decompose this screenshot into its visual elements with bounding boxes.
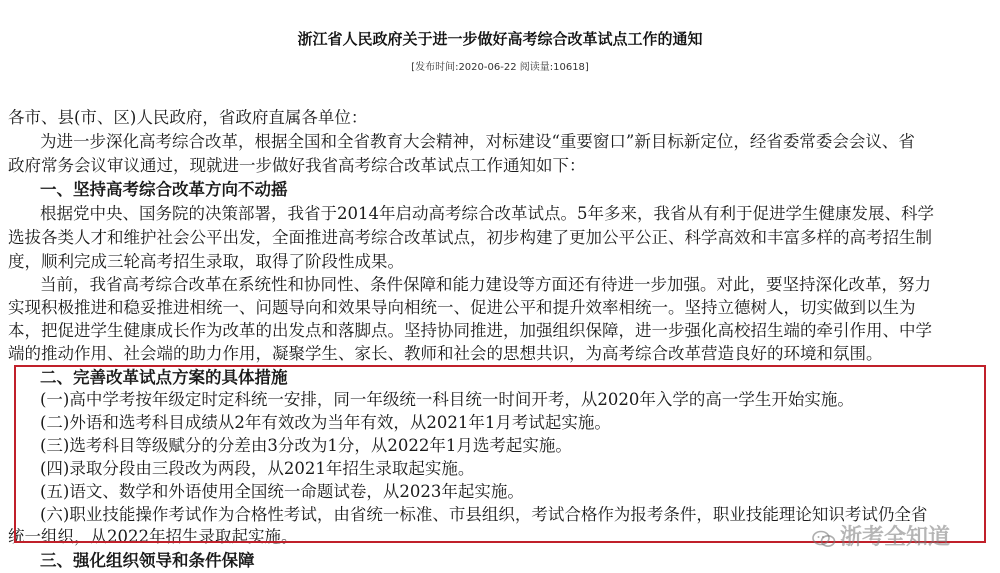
body-line: 度，顺利完成三轮高考招生录取，取得了阶段性成果。 [8,252,404,271]
measure-item-3: (三)选考科目等级赋分的分差由3分改为1分，从2022年1月选考起实施。 [40,436,572,455]
body-line: 各市、县(市、区)人民政府，省政府直属各单位： [8,108,368,127]
section-heading-3: 三、强化组织领导和条件保障 [40,551,255,570]
measure-item-4: (四)录取分段由三段改为两段，从2021年招生录取起实施。 [40,459,475,478]
document-title: 浙江省人民政府关于进一步做好高考综合改革试点工作的通知 [297,30,703,48]
body-line: 政府常务会议审议通过，现就进一步做好我省高考综合改革试点工作通知如下： [8,156,586,175]
wechat-icon [812,529,836,547]
body-line: 端的推动作用、社会端的助力作用，凝聚学生、家长、教师和社会的思想共识，为高考综合改革营造良好的环境和氛围。 [8,344,883,363]
body-line: 当前，我省高考综合改革在系统性和协同性、条件保障和能力建设等方面还有待进一步加强。对此，要坚持深化改革，努力 [40,275,931,294]
body-line: 为进一步深化高考综合改革，根据全国和全省教育大会精神，对标建设“重要窗口”新目标新定位，经省委常委会会议、省 [40,132,915,151]
measure-item-2: (二)外语和选考科目成绩从2年有效改为当年有效，从2021年1月考试起实施。 [40,413,611,432]
section-heading-2: 二、完善改革试点方案的具体措施 [40,368,288,387]
watermark-text: 浙考全知道 [840,525,951,550]
measure-item-5: (五)语文、数学和外语使用全国统一命题试卷，从2023年起实施。 [40,482,524,501]
measure-item-1: (一)高中学考按年级定时定科统一安排，同一年级统一科目统一时间开考，从2020年入学的高一学生开始实施。 [40,390,854,409]
section-heading-1: 一、坚持高考综合改革方向不动摇 [40,180,288,199]
body-line: 选拔各类人才和维护社会公平出发，全面推进高考综合改革试点，初步构建了更加公平公正、科学高效和丰富多样的高考招生制 [8,228,932,247]
publish-meta: [发布时间:2020-06-22 阅读量:10618] [411,62,589,73]
measure-item-6: (六)职业技能操作考试作为合格性考试，由省统一标准、市县组织，考试合格作为报考条件，职业技能理论知识考试仍全省 [40,505,928,524]
body-line: 本，把促进学生健康成长作为改革的出发点和落脚点。坚持协同推进，加强组织保障，进一步强化高校招生端的牵引作用、中学 [8,321,932,340]
body-line: 实现积极推进和稳妥推进相统一、问题导向和效果导向相统一、促进公平和提升效率相统一。坚持立德树人，切实做到以生为 [8,298,916,317]
measure-item-6-cont: 统一组织，从2022年招生录取起实施。 [8,527,298,546]
body-line: 根据党中央、国务院的决策部署，我省于2014年启动高考综合改革试点。5年多来，我省从有利于促进学生健康发展、科学 [40,204,934,223]
watermark [812,520,950,551]
